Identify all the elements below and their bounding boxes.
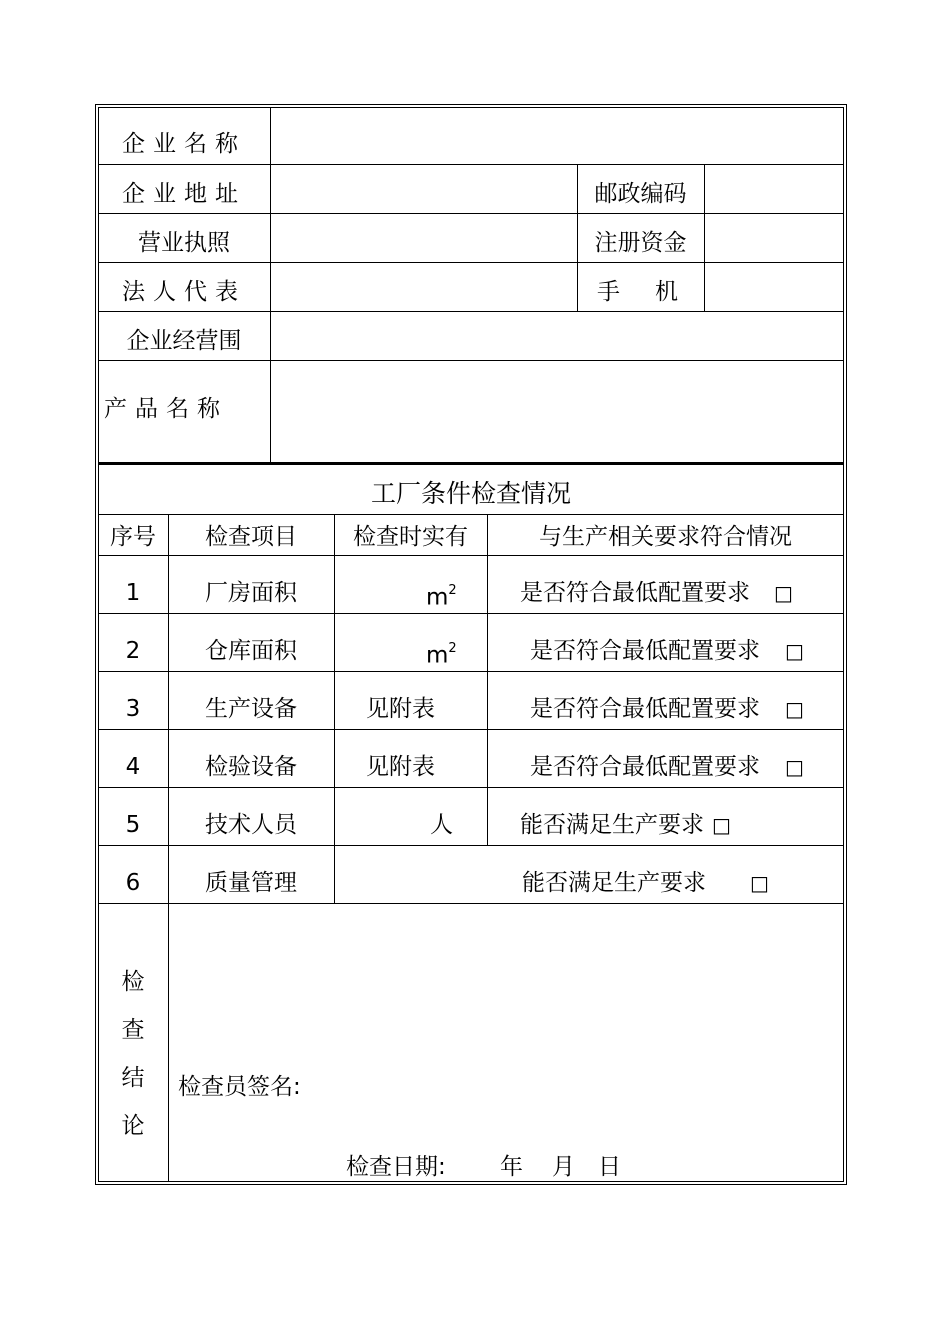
- table-row-no: 5: [125, 812, 141, 838]
- business-scope-label: 企业经营围: [126, 328, 242, 354]
- table-row-no: 1: [125, 580, 141, 606]
- row-divider: [98, 671, 844, 672]
- table-row-item: 生产设备: [205, 696, 297, 722]
- row-divider: [98, 729, 844, 730]
- legal-representative-label: 法人代表: [122, 279, 246, 305]
- table-row-item: 质量管理: [205, 870, 297, 896]
- row-divider: [98, 164, 844, 165]
- table-row-compliance: 是否符合最低配置要求: [520, 580, 750, 606]
- date-month-label: 月: [552, 1154, 575, 1180]
- row-divider: [98, 613, 844, 614]
- table-row-item: 厂房面积: [205, 580, 297, 606]
- col-divider: [168, 514, 169, 1182]
- table-row-no: 2: [125, 638, 141, 664]
- compliance-checkbox[interactable]: □: [712, 813, 731, 837]
- header-item: 检查项目: [205, 524, 297, 550]
- date-day-label: 日: [598, 1154, 621, 1180]
- table-row-no: 3: [125, 696, 141, 722]
- header-no: 序号: [110, 524, 156, 550]
- compliance-checkbox[interactable]: □: [785, 697, 804, 721]
- compliance-checkbox[interactable]: □: [785, 755, 804, 779]
- row-divider: [98, 262, 844, 263]
- inspection-date-label: 检查日期:: [346, 1154, 446, 1180]
- table-row-actual: 人: [430, 812, 453, 838]
- conclusion-label-char: 查: [121, 1017, 145, 1043]
- table-row-compliance: 是否符合最低配置要求: [530, 754, 760, 780]
- conclusion-label-char: 论: [121, 1113, 145, 1139]
- conclusion-label-char: 结: [121, 1065, 145, 1091]
- inspector-signature-label: 检查员签名:: [178, 1074, 301, 1100]
- table-row-item: 技术人员: [205, 812, 297, 838]
- table-row-compliance: 能否满足生产要求: [520, 812, 704, 838]
- header-actual: 检查时实有: [353, 524, 468, 550]
- business-license-label: 营业执照: [138, 230, 230, 256]
- col-divider: [270, 107, 271, 462]
- header-compliance: 与生产相关要求符合情况: [539, 524, 792, 550]
- company-name-label: 企业名称: [122, 131, 246, 157]
- product-name-label: 产品名称: [104, 396, 228, 422]
- date-year-label: 年: [500, 1154, 523, 1180]
- table-row-no: 6: [125, 870, 141, 896]
- mobile-label: 手 机: [597, 279, 684, 305]
- section-title: 工厂条件检查情况: [370, 479, 571, 508]
- row-divider: [98, 555, 844, 556]
- table-row-item: 仓库面积: [205, 638, 297, 664]
- compliance-checkbox[interactable]: □: [785, 639, 804, 663]
- row-divider: [98, 787, 844, 788]
- row-divider: [98, 903, 844, 904]
- table-row-actual: $m^2$: [426, 583, 457, 611]
- table-row-actual: 见附表: [366, 696, 435, 722]
- row-divider: [98, 845, 844, 846]
- col-divider: [334, 514, 335, 903]
- compliance-checkbox[interactable]: □: [750, 871, 769, 895]
- col-divider: [487, 514, 488, 845]
- conclusion-label-char: 检: [121, 969, 145, 995]
- section-divider: [98, 462, 844, 465]
- table-row-actual: $m^2$: [426, 641, 457, 669]
- table-row-compliance: 是否符合最低配置要求: [530, 696, 760, 722]
- row-divider: [98, 360, 844, 361]
- row-divider: [98, 514, 844, 515]
- table-row-compliance: 是否符合最低配置要求: [530, 638, 760, 664]
- postcode-label: 邮政编码: [594, 181, 687, 207]
- row-divider: [98, 311, 844, 312]
- table-row-compliance: 能否满足生产要求: [522, 870, 706, 896]
- row-divider: [98, 213, 844, 214]
- table-row-item: 检验设备: [205, 754, 297, 780]
- compliance-checkbox[interactable]: □: [774, 581, 793, 605]
- table-row-actual: 见附表: [366, 754, 435, 780]
- col-divider: [704, 164, 705, 311]
- registered-capital-label: 注册资金: [594, 230, 687, 256]
- table-row-no: 4: [125, 754, 141, 780]
- company-address-label: 企业地址: [122, 181, 246, 207]
